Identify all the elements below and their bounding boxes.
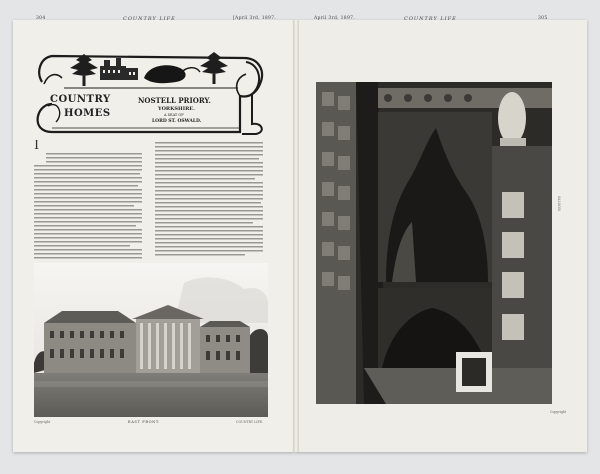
article-body (34, 140, 266, 260)
page-gutter (293, 20, 299, 452)
right-photo-credit: Copyright (550, 410, 567, 414)
country-homes-banner (34, 44, 266, 138)
owner-name: LORD ST. OSWALD. (152, 119, 202, 124)
photo-credit-left: Copyright (34, 420, 51, 424)
tree-left-icon (70, 54, 98, 86)
right-running-head: COUNTRY LIFE (404, 16, 457, 22)
right-page-number: 305 (538, 16, 548, 21)
county-name: YORKSHIRE. (158, 106, 195, 112)
saloon-side-caption: SALOON. (557, 196, 561, 212)
left-issue-date: [April 3rd, 1897. (233, 16, 277, 21)
left-running-head: COUNTRY LIFE (123, 16, 176, 22)
text-lines-texture (155, 140, 265, 260)
photo-credit-right: COUNTRY LIFE. (236, 420, 263, 424)
article-column-2 (155, 140, 265, 260)
photo-caption: EAST FRONT. (128, 420, 161, 424)
seat-of-label: A SEAT OF (164, 113, 184, 117)
text-lines-texture (34, 151, 144, 260)
drop-cap: I (34, 140, 40, 153)
series-title-country: COUNTRY (50, 94, 111, 105)
right-issue-date: April 3rd, 1897. (314, 16, 356, 21)
manor-house-icon (100, 58, 138, 80)
left-page-number: 304 (36, 16, 46, 21)
ornamental-scroll-border (34, 44, 266, 138)
saloon-interior-photo (316, 82, 552, 404)
house-name: NOSTELL PRIORY. (138, 96, 211, 105)
article-column-1 (34, 140, 144, 260)
east-front-photo (34, 263, 268, 417)
series-title-homes: HOMES (64, 108, 111, 119)
